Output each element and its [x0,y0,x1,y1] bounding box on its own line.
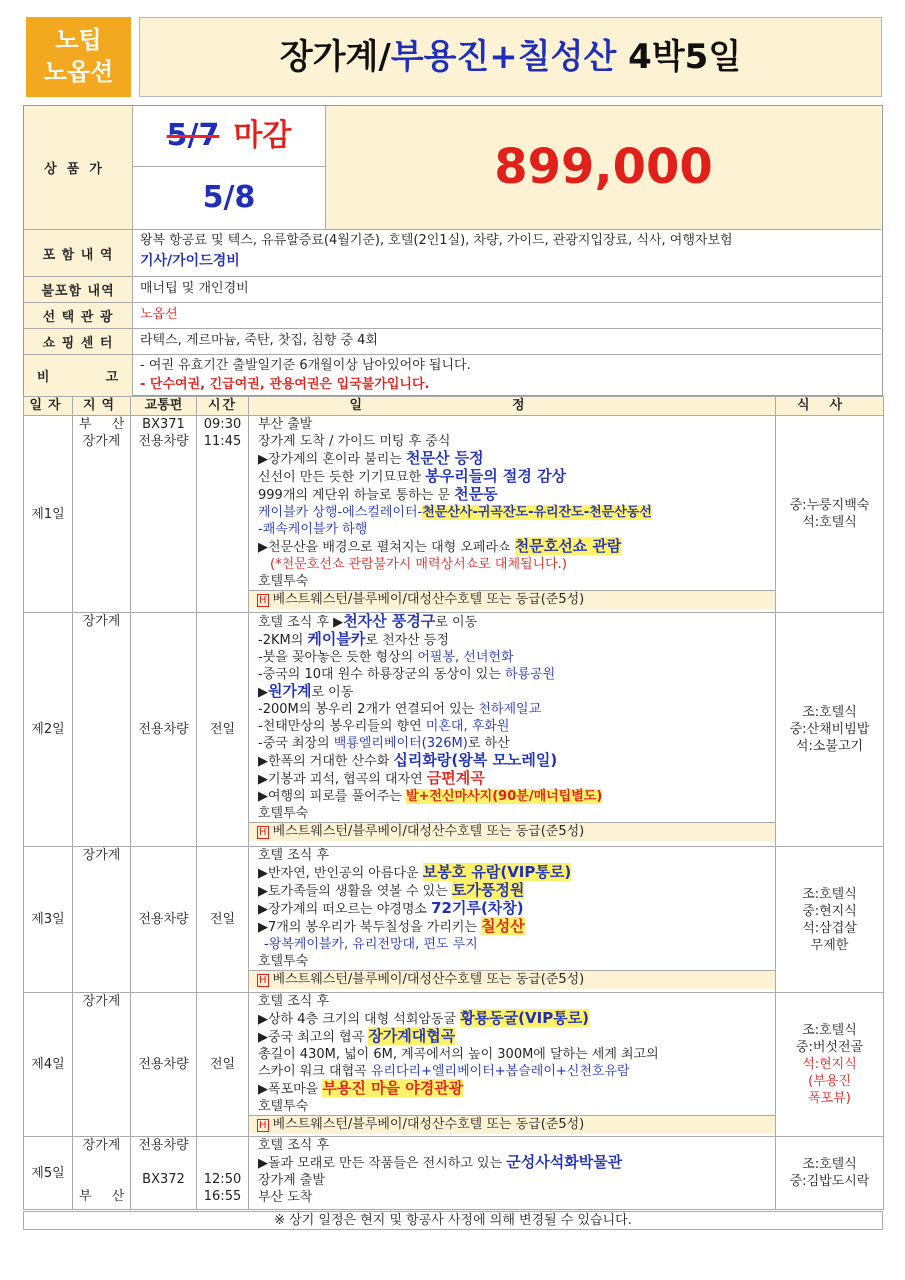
region-text: 부 산 [79,1189,133,1204]
itinerary-line: ▶폭포마을 부용진 마을 야경관광 [258,1079,464,1097]
meal-text: 조:호텔식 [802,1157,857,1172]
hotel-text: 베스트웨스턴/블루베이/대성산수호텔 또는 동급(준5성) [272,972,585,987]
meal-text: 석:현지식 [802,1057,857,1072]
meal-cell [776,613,884,847]
table-row [24,1137,884,1210]
info-value: 라텍스, 게르마늄, 죽탄, 찻집, 침향 중 4회 [140,333,378,348]
itinerary-cell [249,847,776,993]
column-header: 식사 [776,397,884,416]
badge-line-2: 노옵션 [43,58,114,86]
column-header: 지역 [73,397,131,416]
table-header-row [24,397,884,416]
table-row [24,613,884,847]
itinerary-line: ▶원가계로 이동 [258,682,354,700]
itinerary-line: -중국의 10대 원수 하룡장군의 동상이 있는 하룡공원 [258,667,556,682]
table-row [24,847,884,993]
time-cell: 전일 [197,613,249,847]
itinerary-cell [249,416,776,613]
time-cell: 전일 [197,847,249,993]
table-row [24,416,884,613]
badge-line-1: 노팁 [55,26,102,54]
info-label: 선 택 관 광 [24,303,133,328]
region-text: 장가계 [82,434,121,449]
meal-text: 석:소불고기 [795,739,864,754]
open-date: 5/8 [133,167,326,229]
meal-text: 무제한 [810,937,849,953]
info-value: 매너팁 및 개인경비 [140,281,249,296]
region-text: 부 산 [79,417,133,432]
title-part-c: 4박5일 [616,37,742,77]
day-label: 제4일 [24,993,73,1137]
itinerary-cell [249,613,776,847]
column-header: 일정 [249,397,776,416]
meal-text: 조:호텔식 [802,1023,857,1038]
itinerary-line: 호텔투숙 [258,574,309,589]
itinerary-line: ▶상하 4층 크기의 대형 석회암동굴 황룡동굴(VIP통로) [258,1009,590,1027]
region-cell [73,416,131,613]
transport-cell [131,416,197,613]
meal-cell [776,416,884,613]
info-row-optional-tour [24,302,881,328]
meal-text: 중:버섯전골 [795,1040,864,1055]
itinerary-line: -200M의 봉우리 2개가 연결되어 있는 천하제일교 [258,702,542,717]
transport-text: BX371 [142,417,185,432]
closed-date-cell [133,106,326,167]
meal-cell [776,993,884,1137]
hotel-icon: H [259,1120,267,1131]
itinerary-line: 부산 도착 [258,1190,313,1205]
title-part-a: 장가계/ [279,37,391,77]
time-text: 11:45 [203,434,242,449]
hotel-text: 베스트웨스턴/블루베이/대성산수호텔 또는 동급(준5성) [272,824,585,839]
day-label: 제3일 [24,847,73,993]
table-row [24,993,884,1137]
itinerary-line: 부산 출발 [258,417,313,432]
transport-cell: 전용차량 [131,613,197,847]
product-info-table [23,105,883,396]
meal-text: 조:호텔식 [802,705,857,720]
meal-text: 중:김밥도시락 [789,1174,870,1189]
included-line-2: 기사/가이드경비 [140,253,240,269]
itinerary-line: 스카이 워크 대협곡 유리다리+엘리베이터+봅슬레이+신천호유람 [258,1064,630,1079]
footer-note: ※ 상기 일정은 현지 및 항공사 사정에 의해 변경될 수 있습니다. [23,1211,883,1230]
page-title [139,17,882,97]
itinerary-cell [249,1137,776,1210]
meal-text: 석:호텔식 [802,515,857,530]
itinerary-line: 신선이 만든 듯한 기기묘묘한 봉우리들의 절경 감상 [258,467,567,485]
price-label: 상품가 [24,106,133,229]
itinerary-line: ▶7개의 봉우리가 북두칠성을 가리키는 칠성산 [258,917,525,935]
time-text: 16:55 [203,1189,242,1204]
column-header: 교통편 [131,397,197,416]
meal-text: 석:삼겹살 [802,920,857,936]
time-text: 09:30 [203,417,242,432]
hotel-icon: H [259,975,267,986]
product-price: 899,000 [326,106,881,229]
itinerary-line: 999개의 계단위 하늘로 통하는 문 천문동 [258,485,498,503]
meal-text: 중:누룽지백숙 [789,498,870,513]
transport-text: 전용차량 [138,434,189,449]
itinerary-line: 호텔투숙 [258,954,309,969]
transport-cell: 전용차량 [131,847,197,993]
itinerary-line: (*천문호선쇼 관람불가시 매력상서쇼로 대체됩니다.) [270,557,567,572]
info-label: 불포함 내역 [24,277,133,302]
meal-cell [776,847,884,993]
itinerary-line: 장가계 출발 [258,1173,325,1188]
itinerary-line: 호텔투숙 [258,1099,309,1114]
region-cell [73,1137,131,1210]
itinerary-line: -붓을 꽂아놓은 듯한 형상의 어필봉, 선녀헌화 [258,650,514,665]
info-row-remarks [24,354,881,396]
transport-cell: 전용차량 [131,993,197,1137]
itinerary-line: 장가계 도착 / 가이드 미팅 후 중식 [258,434,451,449]
closed-date: 5/7 [166,118,220,153]
itinerary-line: ▶장가계의 혼이라 불리는 천문산 등정 [258,449,484,467]
itinerary-line: 호텔 조식 후 [258,994,330,1009]
info-label: 포 함 내 역 [24,230,133,276]
meal-text: 중:현지식 [802,903,857,919]
meal-cell [776,1137,884,1210]
transport-text: BX372 [142,1172,185,1187]
meal-text: 중:산채비빔밥 [789,722,870,737]
itinerary-line: 호텔 조식 후 ▶천자산 풍경구로 이동 [258,612,478,630]
itinerary-line: -2KM의 케이블카로 천자산 등정 [258,630,449,648]
transport-cell [131,1137,197,1210]
day-label: 제2일 [24,613,73,847]
time-text: 12:50 [203,1172,242,1187]
meal-text: 조:호텔식 [802,886,857,902]
meal-text: 폭포뷰) [808,1091,851,1106]
itinerary-line: ▶중국 최고의 협곡 장가계대협곡 [258,1027,456,1045]
hotel-line [249,1115,775,1134]
closed-text: 마감 [233,118,292,153]
no-tip-no-option-badge [26,17,131,97]
itinerary-line: ▶장가계의 떠오르는 야경명소 72기루(차창) [258,899,524,917]
itinerary-line: ▶돌과 모래로 만든 작품들은 전시하고 있는 군성사석화박물관 [258,1153,623,1171]
itinerary-cell [249,993,776,1137]
column-header: 일자 [24,397,73,416]
region-cell: 장가계 [73,847,131,993]
remark-line-2: - 단수여권, 긴급여권, 관용여권은 입국불가입니다. [140,377,430,392]
meal-text: (부용진 [808,1074,851,1089]
day-label: 제5일 [24,1137,73,1210]
itinerary-line: ▶천문산을 배경으로 펼쳐지는 대형 오페라쇼 천문호선쇼 관람 [258,537,622,555]
itinerary-line: ▶여행의 피로를 풀어주는 발+전신마사지(90분/매너팁별도) [258,789,603,804]
included-line-1: 왕복 항공료 및 텍스, 유류할증료(4월기준), 호텔(2인1실), 차량, 가이드, 관광지입장료, 식사, 여행자보험 [140,233,733,248]
itinerary-line: 총길이 430M, 넓이 6M, 계곡에서의 높이 300M에 달하는 세계 최고의 [258,1047,659,1062]
itinerary-line: ▶기봉과 괴석, 협곡의 대자연 금편계곡 [258,769,485,787]
hotel-icon: H [259,595,267,606]
itinerary-line: 호텔 조식 후 [258,1138,330,1153]
time-cell: 전일 [197,993,249,1137]
info-value [140,230,875,271]
region-cell: 장가계 [73,993,131,1137]
time-cell [197,416,249,613]
hotel-text: 베스트웨스턴/블루베이/대성산수호텔 또는 동급(준5성) [272,1117,585,1132]
info-label: 쇼 핑 센 터 [24,329,133,354]
title-part-b: 부용진+칠성산 [390,37,617,77]
itinerary-line: 케이블카 상행-에스컬레이터-천문산사-귀곡잔도-유리잔도-천문산동선 [258,505,652,520]
info-row-included [24,229,881,276]
transport-text: 전용차량 [138,1138,189,1153]
itinerary-line: ▶토가족들의 생활을 엿볼 수 있는 토가풍정원 [258,881,525,899]
hotel-line [249,590,775,609]
column-header: 시간 [197,397,249,416]
itinerary-line: -천태만상의 봉우리들의 향연 미혼대, 후화원 [258,719,510,734]
itinerary-line: 호텔투숙 [258,806,309,821]
itinerary-line: -왕복케이블카, 유리전망대, 편도 루지 [264,937,478,952]
itinerary-line: -쾌속케이블카 하행 [258,522,368,537]
hotel-icon: H [259,827,267,838]
hotel-line [249,970,775,989]
itinerary-table [23,396,884,1210]
itinerary-line: ▶한폭의 거대한 산수화 십리화랑(왕복 모노레일) [258,751,558,769]
info-row-shopping [24,328,881,354]
region-text: 장가계 [82,1138,121,1153]
info-label: 비 고 [24,355,133,396]
time-cell [197,1137,249,1210]
region-cell: 장가계 [73,613,131,847]
hotel-text: 베스트웨스턴/블루베이/대성산수호텔 또는 동급(준5성) [272,592,585,607]
itinerary-line: ▶반자연, 반인공의 아름다운 보봉호 유람(VIP통로) [258,863,572,881]
info-value [140,355,875,394]
itinerary-line: -중국 최장의 백룡엘리베이터(326M)로 하산 [258,736,510,751]
info-value: 노옵션 [140,307,178,322]
hotel-line [249,822,775,841]
day-label: 제1일 [24,416,73,613]
info-row-excluded [24,276,881,302]
itinerary-line: 호텔 조식 후 [258,848,330,863]
remark-line-1: - 여권 유효기간 출발일기준 6개월이상 남아있어야 됩니다. [140,358,471,373]
